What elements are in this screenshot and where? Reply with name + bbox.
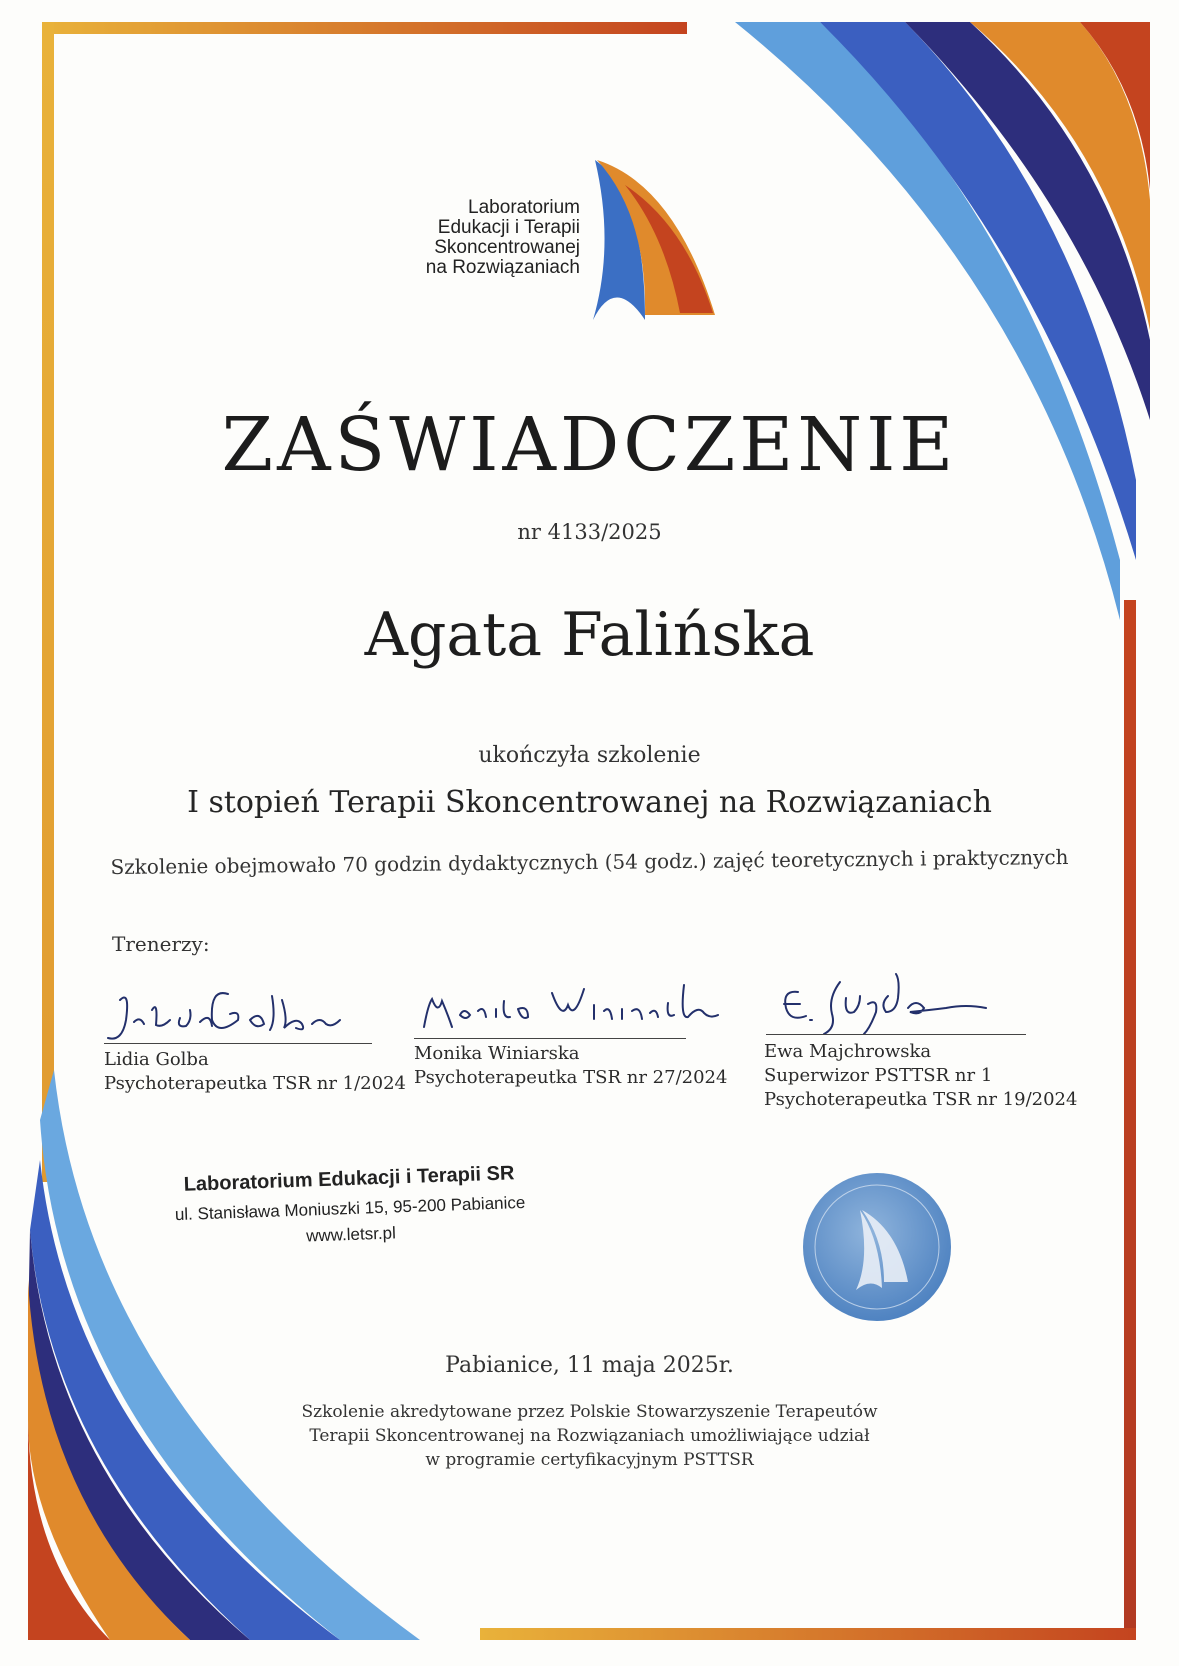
logo-line-3: Skoncentrowanej	[434, 237, 580, 258]
course-title: I stopień Terapii Skoncentrowanej na Rozwiązaniach	[187, 785, 992, 820]
signature-lidia-golba	[100, 980, 360, 1050]
trainer-2	[414, 1042, 727, 1090]
frame-bottom-line	[480, 1628, 1136, 1640]
city-date: Pabianice, 11 maja 2025r.	[445, 1353, 734, 1378]
certificate-number: nr 4133/2025	[517, 520, 662, 544]
signature-line-2	[414, 1038, 686, 1039]
trainer-1-name: Lidia Golba	[104, 1049, 209, 1070]
trainer-1	[104, 1048, 406, 1096]
organization-stamp	[159, 1161, 541, 1251]
frame-top-line	[42, 22, 687, 34]
logo-line-2: Edukacji i Terapii	[437, 217, 580, 238]
official-seal	[800, 1170, 954, 1324]
trainer-3-role-2: Psychoterapeutka TSR nr 19/2024	[764, 1089, 1078, 1110]
logo-text	[390, 198, 580, 278]
accreditation-line-3: w programie certyfikacyjnym PSTTSR	[425, 1450, 754, 1470]
organization-address: ul. Stanisława Moniuszki 15, 95-200 Pabianice	[174, 1192, 526, 1225]
logo-line-4: na Rozwiązaniach	[425, 257, 580, 278]
trainer-2-name: Monika Winiarska	[414, 1043, 580, 1064]
signature-line-1	[104, 1043, 372, 1044]
trainer-3	[764, 1040, 1077, 1112]
organization-name: Laboratorium Edukacji i Terapii SR	[183, 1162, 515, 1196]
trainer-1-role: Psychoterapeutka TSR nr 1/2024	[104, 1073, 406, 1094]
accreditation-line-2: Terapii Skoncentrowanej na Rozwiązaniach umożliwiające udział	[309, 1426, 870, 1446]
completed-text: ukończyła szkolenie	[478, 743, 701, 768]
signature-monika-winiarska	[412, 965, 722, 1040]
accreditation-text	[0, 1400, 1179, 1472]
sail-icon	[585, 155, 720, 325]
hours-text: Szkolenie obejmowało 70 godzin dydaktycznych (54 godz.) zajęć teoretycznych i praktycznych	[110, 844, 1069, 880]
organization-website: www.letsr.pl	[305, 1223, 397, 1246]
signature-line-3	[766, 1034, 1026, 1035]
recipient-name: Agata Falińska	[364, 600, 815, 670]
trainer-3-role: Superwizor PSTTSR nr 1	[764, 1065, 993, 1086]
signature-ewa-majchrowska	[770, 968, 1000, 1038]
trainers-label: Trenerzy:	[112, 932, 210, 956]
accreditation-line-1: Szkolenie akredytowane przez Polskie Stowarzyszenie Terapeutów	[301, 1402, 878, 1422]
page-title: ZAŚWIADCZENIE	[221, 402, 958, 488]
logo-line-1: Laboratorium	[468, 197, 580, 218]
trainer-3-name: Ewa Majchrowska	[764, 1041, 932, 1062]
trainer-2-role: Psychoterapeutka TSR nr 27/2024	[414, 1067, 728, 1088]
